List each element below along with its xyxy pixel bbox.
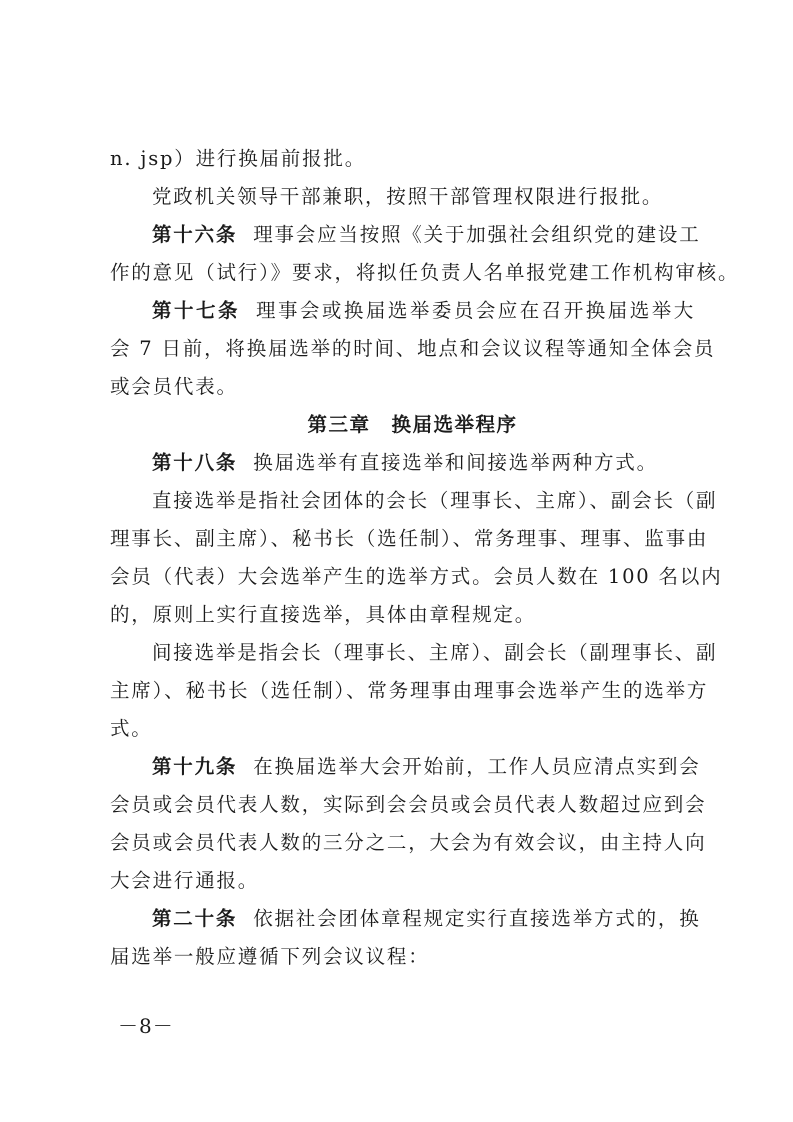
body-line: 理事长、副主席）、秘书长（选任制）、常务理事、理事、监事由 [110,527,709,550]
body-line: 大会进行通报。 [110,869,260,892]
body-line: 式。 [110,717,153,740]
document-body [110,140,740,976]
body-line: 的，原则上实行直接选举，具体由章程规定。 [110,603,537,626]
article-label: 第十七条 [152,299,240,322]
body-line: 会员或会员代表人数的三分之二，大会为有效会议，由主持人向 [110,831,707,854]
article-16-line: 第十六条 理事会应当按照《关于加强社会组织党的建设工 [152,223,701,246]
body-line: 会员或会员代表人数，实际到会会员或会员代表人数超过应到会 [110,793,707,816]
body-line: 党政机关领导干部兼职，按照干部管理权限进行报批。 [152,185,664,208]
page-number: －8－ [118,1014,174,1038]
body-line: 间接选举是指会长（理事长、主席）、副会长（副理事长、副 [152,641,718,664]
article-label: 第二十条 [152,907,238,930]
article-20-line: 第二十条 依据社会团体章程规定实行直接选举方式的，换 [152,907,701,930]
body-line: 主席）、秘书长（选任制）、常务理事由理事会选举产生的选举方 [110,679,709,702]
chapter-heading: 第三章 换届选举程序 [307,413,518,436]
body-line: 届选举一般应遵循下列会议议程： [110,945,430,968]
body-line: n. jsp）进行换届前报批。 [110,147,366,170]
body-line: 直接选举是指社会团体的会长（理事长、主席）、副会长（副 [152,489,718,512]
article-label: 第十六条 [152,223,238,246]
body-line: 会员（代表）大会选举产生的选举方式。会员人数在 100 名以内 [110,565,723,588]
article-18-line: 第十八条 换届选举有直接选举和间接选举两种方式。 [152,451,658,474]
article-label: 第十九条 [152,755,238,778]
article-17-line: 第十七条 理事会或换届选举委员会应在召开换届选举大 [152,299,695,322]
body-line: 作的意见（试行）》要求，将拟任负责人名单报党建工作机构审核。 [110,261,740,284]
body-line: 会 7 日前，将换届选举的时间、地点和会议议程等通知全体会员 [110,337,716,360]
article-19-line: 第十九条 在换届选举大会开始前，工作人员应清点实到会 [152,755,701,778]
body-line: 或会员代表。 [110,375,238,398]
article-label: 第十八条 [152,451,238,474]
